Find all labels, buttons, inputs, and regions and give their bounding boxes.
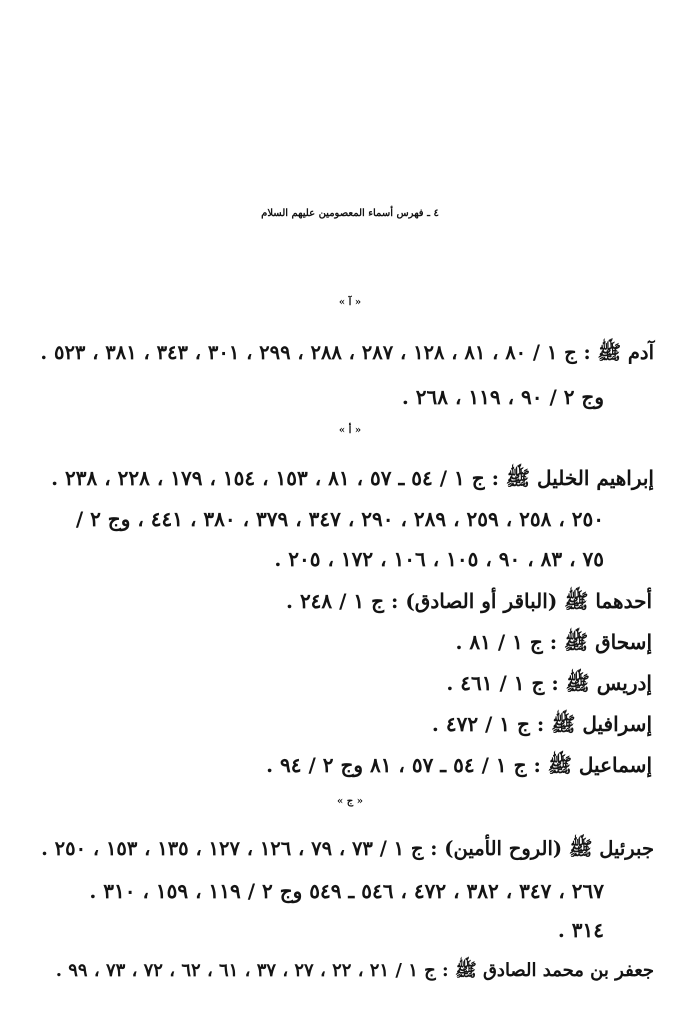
entry-adam-line-1: آدم ﷺ : ج ١ / ٨٠ ، ٨١ ، ١٢٨ ، ٢٨٧ ، ٢٨٨ ، ٢٩٩ ، ٣٠١ ، ٣٤٣ ، ٣٨١ ، ٥٢٣ .: [40, 341, 654, 364]
entry-jafar-al-sadiq: جعفر بن محمد الصادق ﷺ : ج ١ / ٢١ ، ٢٢ ، ٢٧ ، ٣٧ ، ٦١ ، ٦٢ ، ٧٢ ، ٧٣ ، ٩٩ .: [55, 960, 654, 981]
entry-ahaduhuma: أحدهما ﷺ (الباقر أو الصادق) : ج ١ / ٢٤٨ .: [286, 589, 652, 613]
entry-idris: إدريس ﷺ : ج ١ / ٤٦١ .: [446, 671, 652, 695]
entry-jibril-line-3: ٣١٤ .: [557, 918, 604, 942]
entry-jibril-line-2: ٢٦٧ ، ٣٤٧ ، ٣٨٢ ، ٤٧٢ ، ٥٤٦ ـ ٥٤٩ وج ٢ / ١١٩ ، ١٥٩ ، ٣١٠ .: [89, 879, 604, 903]
section-letter-alif-hamza: « أ »: [338, 425, 362, 436]
section-letter-alif-madda: « آ »: [338, 297, 362, 308]
entry-israfil: إسرافيل ﷺ : ج ١ / ٤٧٢ .: [431, 712, 652, 736]
section-letter-jim: « ج »: [337, 796, 363, 807]
entry-jibril-line-1: جبرئيل ﷺ (الروح الأمين) : ج ١ / ٧٣ ، ٧٩ ، ١٢٦ ، ١٢٧ ، ١٣٥ ، ١٥٣ ، ٢٥٠ .: [41, 837, 654, 860]
entry-ishaq: إسحاق ﷺ : ج ١ / ٨١ .: [455, 630, 652, 654]
entry-ibrahim-line-2: ٢٥٠ ، ٢٥٨ ، ٢٥٩ ، ٢٨٩ ، ٢٩٠ ، ٣٤٧ ، ٣٧٩ ، ٣٨٠ ، ٤٤١ ، وج ٢ /: [75, 507, 604, 531]
entry-ibrahim-line-1: إبراهيم الخليل ﷺ : ج ١ / ٥٤ ـ ٥٧ ، ٨١ ، ١٥٣ ، ١٥٤ ، ١٧٩ ، ٢٢٨ ، ٢٣٨ .: [51, 466, 654, 490]
entry-ibrahim-line-3: ٧٥ ، ٨٣ ، ٩٠ ، ١٠٥ ، ١٠٦ ، ١٧٢ ، ٢٠٥ .: [274, 547, 604, 571]
page-title: ٤ ـ فهرس أسماء المعصومين عليهم السلام: [261, 208, 439, 219]
entry-ismail: إسماعيل ﷺ : ج ١ / ٥٤ ـ ٥٧ ، ٨١ وج ٢ / ٩٤ .: [266, 753, 652, 777]
entry-adam-line-2: وج ٢ / ٩٠ ، ١١٩ ، ٢٦٨ .: [401, 385, 604, 409]
